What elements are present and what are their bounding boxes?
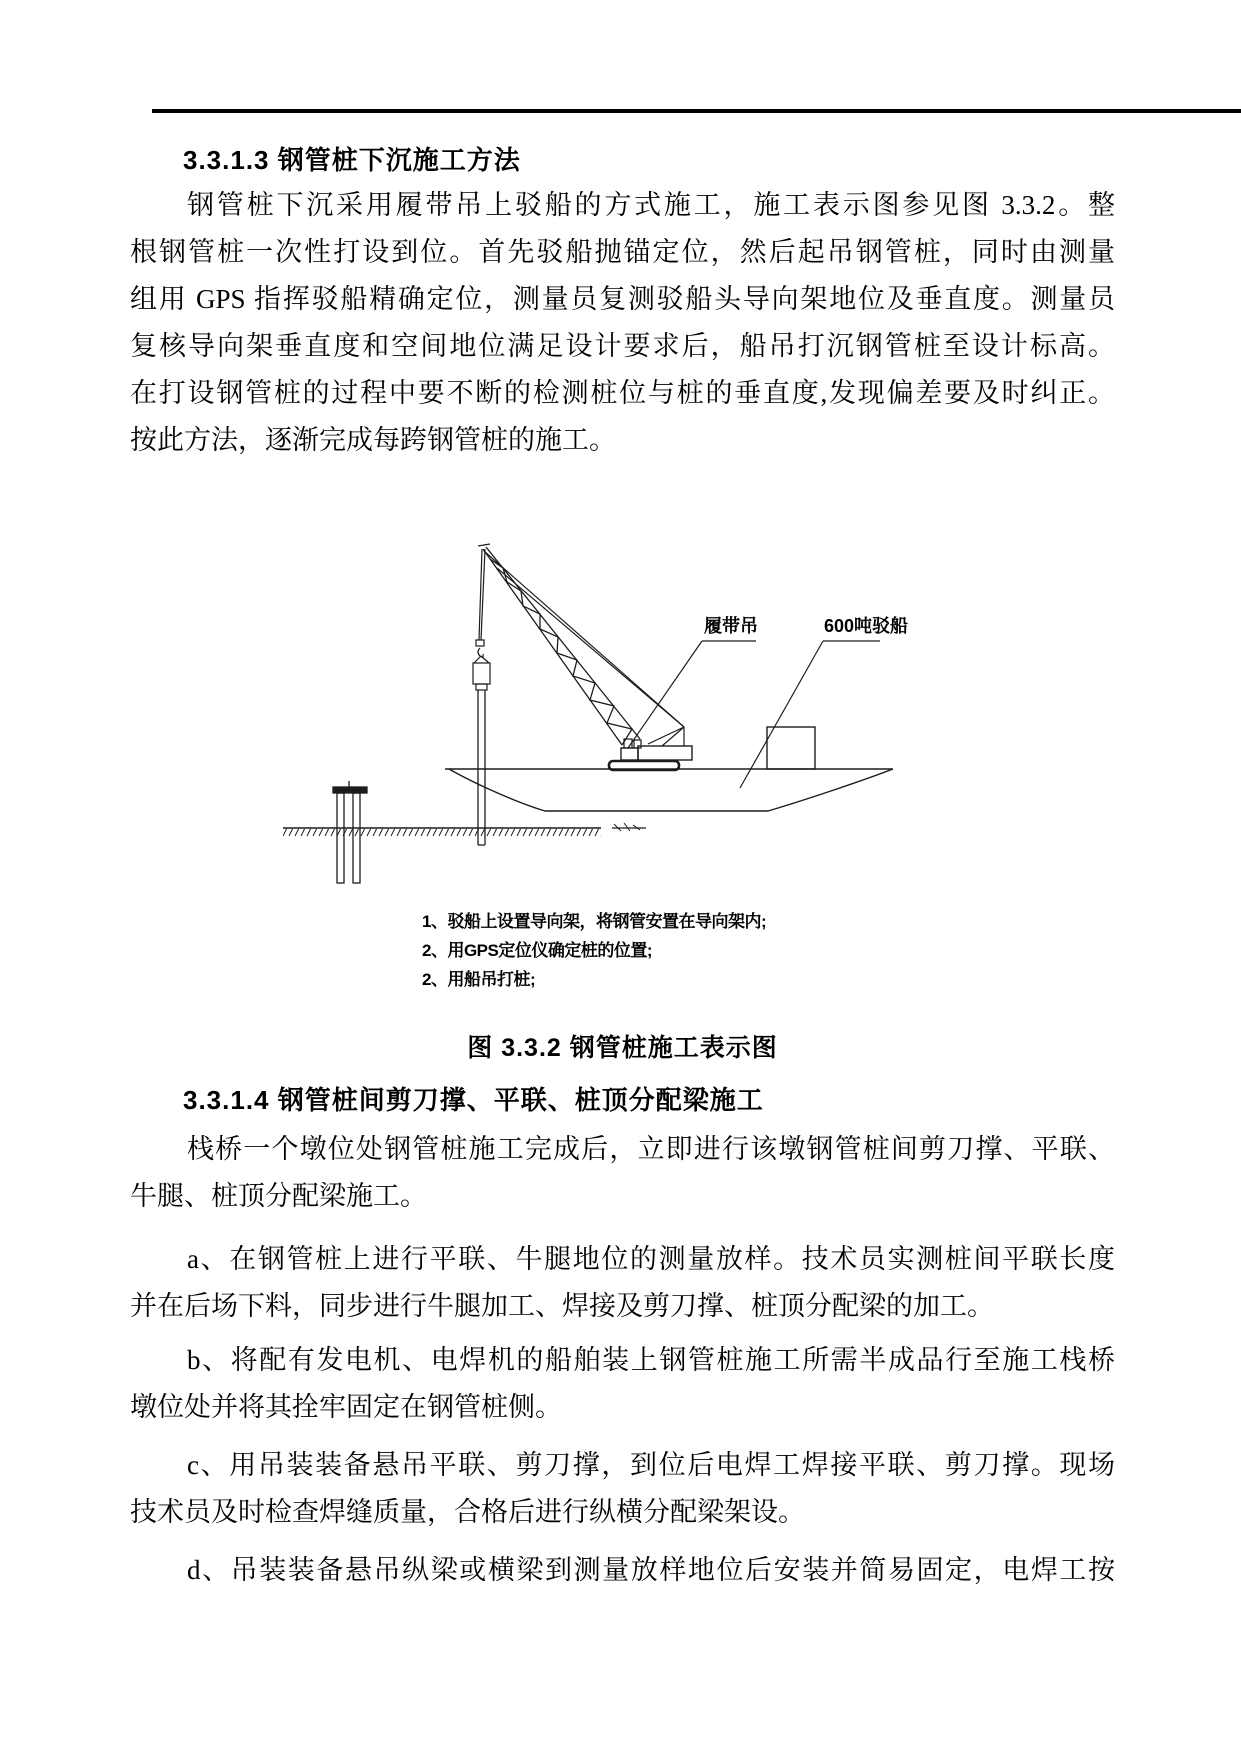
section-3313-heading: 3.3.1.3 钢管桩下沉施工方法: [183, 145, 521, 175]
paragraph-line: 并在后场下料，同步进行牛腿加工、焊接及剪刀撑、桩顶分配梁的加工。: [130, 1291, 994, 1321]
crane-pendant-ropes: [484, 551, 684, 746]
paragraph-line: 栈桥一个墩位处钢管桩施工完成后，立即进行该墩钢管桩间剪刀撑、平联、: [187, 1134, 1115, 1164]
steel-pipe-pile: [478, 690, 485, 845]
section-3314-step-c: [130, 1442, 1115, 1536]
paragraph-line: 钢管桩下沉采用履带吊上驳船的方式施工，施工表示图参见图 3.3.2。整: [187, 190, 1115, 220]
paragraph-line: c、用吊装装备悬吊平联、剪刀撑，到位后电焊工焊接平联、剪刀撑。现场: [187, 1450, 1115, 1480]
paragraph-line: 按此方法，逐渐完成每跨钢管桩的施工。: [130, 425, 616, 455]
crane-label: 履带吊: [704, 616, 758, 636]
header-rule: [152, 109, 1241, 113]
paragraph-line: 技术员及时检查焊缝质量，合格后进行纵横分配梁架设。: [130, 1497, 805, 1527]
paragraph-line: 组用 GPS 指挥驳船精确定位，测量员复测驳船头导向架地位及垂直度。测量员: [130, 284, 1115, 314]
figure-note: 1、驳船上设置导向架，将钢管安置在导向架内;: [422, 912, 767, 931]
paragraph-line: b、将配有发电机、电焊机的船舶装上钢管桩施工所需半成品行至施工栈桥: [187, 1345, 1115, 1375]
figure-note: 2、用GPS定位仪确定桩的位置;: [422, 941, 653, 960]
section-3314-step-a: [130, 1236, 1115, 1330]
section-3314-intro: [130, 1126, 1115, 1220]
paragraph-line: 墩位处并将其拴牢固定在钢管桩侧。: [130, 1392, 562, 1422]
figure-3-3-2: [240, 470, 940, 1015]
section-3314-heading: 3.3.1.4 钢管桩间剪刀撑、平联、桩顶分配梁施工: [183, 1085, 764, 1115]
figure-note: 2、用船吊打桩;: [422, 970, 536, 989]
paragraph-line: 牛腿、桩顶分配梁施工。: [130, 1181, 427, 1211]
pile-driving-diagram: [240, 470, 940, 1015]
paragraph-line: 在打设钢管桩的过程中要不断的检测桩位与桩的垂直度,发现偏差要及时纠正。: [130, 378, 1115, 408]
section-3314-step-b: [130, 1337, 1115, 1431]
section-3314-step-d: [130, 1547, 1115, 1594]
barge-deckhouse: [767, 727, 815, 769]
section-3313-paragraph: [130, 182, 1115, 464]
paragraph-line: d、吊装装备悬吊纵梁或横梁到测量放样地位后安装并简易固定，电焊工按: [187, 1555, 1115, 1585]
figure-caption: 图 3.3.2 钢管桩施工表示图: [467, 1034, 778, 1062]
paragraph-line: 根钢管桩一次性打设到位。首先驳船抛锚定位，然后起吊钢管桩，同时由测量: [130, 237, 1115, 267]
figure-leaders: [628, 641, 880, 788]
figure-notes: [422, 911, 766, 989]
barge-label: 600吨驳船: [824, 616, 909, 636]
paragraph-line: a、在钢管桩上进行平联、牛腿地位的测量放样。技术员实测桩间平联长度: [187, 1244, 1115, 1274]
paragraph-line: 复核导向架垂直度和空间地位满足设计要求后，船吊打沉钢管桩至设计标高。: [130, 331, 1115, 361]
hoist-cable-and-hammer: [473, 549, 490, 690]
crane-boom: [478, 544, 640, 745]
